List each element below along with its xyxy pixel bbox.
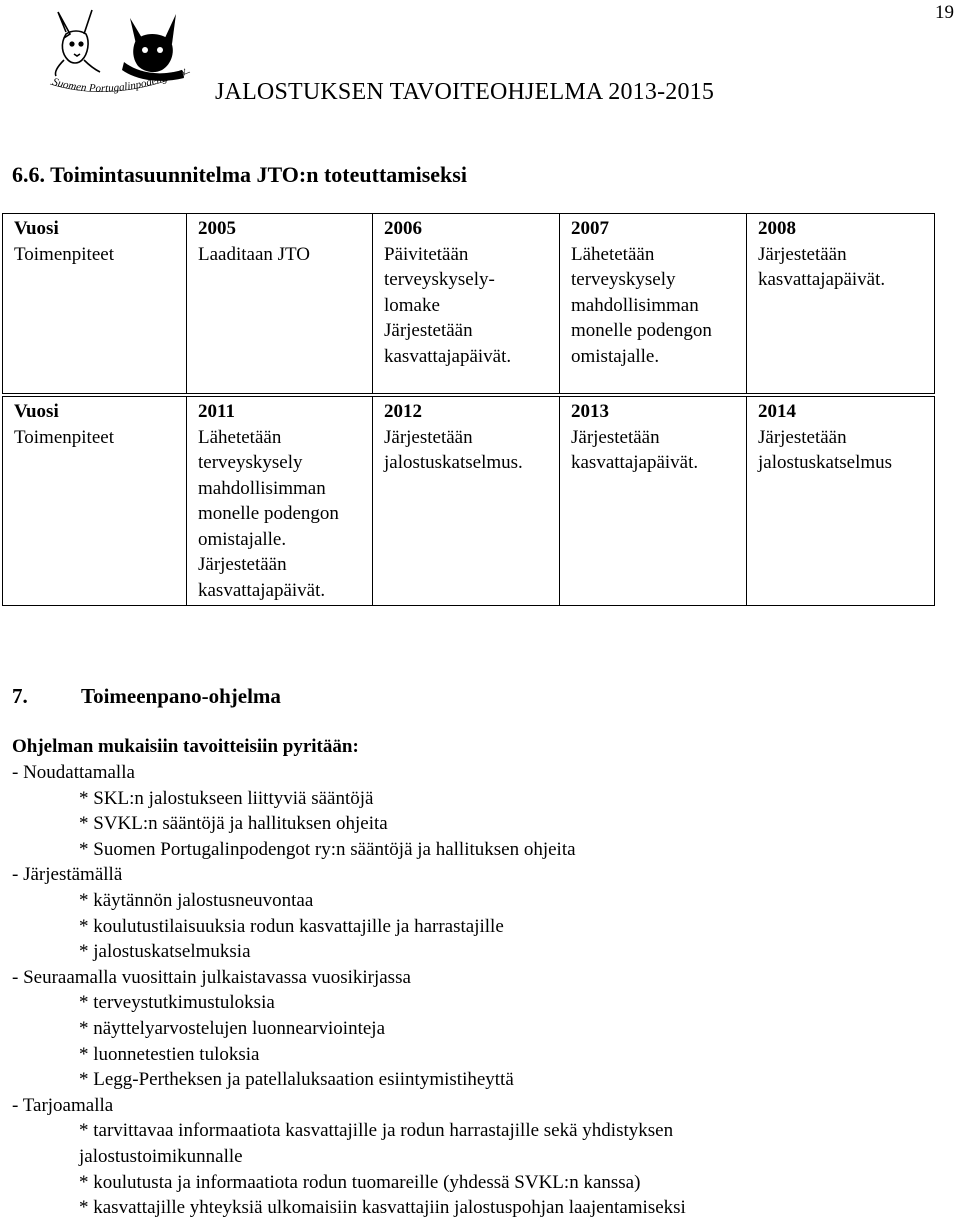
program-number: 7.	[12, 684, 28, 708]
cell-line: monelle podengon	[198, 503, 339, 524]
program-subitem: * käytännön jalostusneuvontaa	[79, 889, 314, 911]
cell-line: jalostuskatselmus	[758, 452, 893, 473]
table-cell	[747, 425, 935, 606]
program-heading	[12, 684, 281, 709]
program-body	[12, 734, 942, 1221]
cell-line: Järjestetään	[571, 426, 660, 448]
cell-line: mahdollisimman	[198, 477, 326, 499]
header-cell: 2013	[560, 397, 747, 425]
program-intro: Ohjelman mukaisiin tavoitteisiin pyritään:	[12, 736, 359, 757]
table-cell	[560, 425, 747, 606]
program-subitem: * näyttelyarvostelujen luonnearviointeja	[79, 1017, 386, 1039]
cell-line: terveyskysely-	[384, 269, 495, 290]
program-item: - Noudattamalla	[12, 762, 135, 783]
page-number: 19	[935, 2, 954, 23]
table-header-row	[3, 397, 935, 425]
row-label: Toimenpiteet	[3, 242, 187, 394]
header-cell: 2006	[373, 214, 560, 242]
program-subitem: * Suomen Portugalinpodengot ry:n sääntöjä ja hallituksen ohjeita	[79, 838, 576, 860]
table-cell	[560, 242, 747, 394]
program-item: - Seuraamalla vuosittain julkaistavassa vuosikirjassa	[12, 966, 411, 988]
document-header-title: JALOSTUKSEN TAVOITEOHJELMA 2013-2015	[215, 79, 715, 105]
cell-line: kasvattajapäivät.	[758, 269, 886, 290]
section-heading: 6.6. Toimintasuunnitelma JTO:n toteuttamiseksi	[12, 162, 467, 187]
table-cell	[187, 242, 373, 394]
program-subitem: * koulutustilaisuuksia rodun kasvattajille ja harrastajille	[79, 915, 504, 937]
cell-line: terveyskysely	[571, 269, 676, 290]
action-plan-table-2005-2008	[2, 213, 935, 394]
program-subitem: * jalostuskatselmuksia	[79, 941, 251, 963]
program-item: - Järjestämällä	[12, 864, 123, 886]
cell-line: mahdollisimman	[571, 294, 699, 316]
cell-line: kasvattajapäivät.	[571, 452, 699, 473]
program-subitem: * SVKL:n sääntöjä ja hallituksen ohjeita	[79, 813, 388, 835]
header-cell: 2011	[187, 397, 373, 425]
program-subitem: * tarvittavaa informaatiota kasvattajille ja rodun harrastajille sekä yhdistyksen	[79, 1120, 674, 1142]
cell-line: terveyskysely	[198, 452, 303, 473]
program-title: Toimeenpano-ohjelma	[81, 684, 281, 708]
svg-text:Suomen Portugalinpodengot ry	[51, 65, 188, 95]
cell-line: Järjestetään	[758, 243, 847, 265]
table-cell	[747, 242, 935, 394]
header-cell: 2014	[747, 397, 935, 425]
table-cell	[373, 242, 560, 394]
row-label: Toimenpiteet	[3, 425, 187, 606]
program-subitem: * Legg-Pertheksen ja patellaluksaation esiintymistiheyttä	[79, 1069, 514, 1091]
table-row	[3, 242, 935, 394]
table-row	[3, 425, 935, 606]
cell-line: Järjestetään	[758, 426, 847, 448]
cell-line: omistajalle.	[571, 345, 660, 367]
header-cell: 2008	[747, 214, 935, 242]
program-list	[12, 760, 942, 1221]
table-cell	[187, 425, 373, 606]
program-item: - Tarjoamalla	[12, 1094, 114, 1116]
club-logo	[44, 4, 196, 104]
program-subitem: * terveystutkimustuloksia	[79, 992, 275, 1014]
logo-text: Suomen Portugalinpodengot ry	[51, 64, 188, 95]
dog-icon	[55, 10, 100, 76]
header-cell: 2005	[187, 214, 373, 242]
table-header-row	[3, 214, 935, 242]
program-subitem: * kasvattajille yhteyksiä ulkomaisiin kasvattajiin jalostuspohjan laajentamiseksi	[79, 1197, 686, 1219]
cell-line: Laaditaan JTO	[198, 243, 311, 265]
program-subitem: jalostustoimikunnalle	[79, 1145, 243, 1167]
cell-line: Järjestetään	[384, 426, 473, 448]
cell-line: Päivitetään	[384, 243, 469, 265]
program-subitem: * koulutusta ja informaatiota rodun tuomareille (yhdessä SVKL:n kanssa)	[79, 1171, 641, 1193]
cell-line: omistajalle.	[198, 528, 287, 550]
cell-line: lomake	[384, 294, 440, 316]
cell-line: Lähetetään	[198, 426, 282, 448]
program-subitem: * SKL:n jalostukseen liittyviä sääntöjä	[79, 787, 374, 809]
cell-line: kasvattajapäivät.	[384, 345, 512, 367]
header-cell: 2007	[560, 214, 747, 242]
cell-line: kasvattajapäivät.	[198, 579, 326, 601]
cell-line: Järjestetään	[198, 554, 287, 575]
header-cell: 2012	[373, 397, 560, 425]
cell-line: monelle podengon	[571, 320, 712, 341]
action-plan-table-2011-2014	[2, 396, 935, 606]
cell-line: jalostuskatselmus.	[384, 452, 523, 473]
header-cell: Vuosi	[3, 397, 187, 425]
program-subitem: * luonnetestien tuloksia	[79, 1043, 260, 1065]
header-cell: Vuosi	[3, 214, 187, 242]
cell-line: Lähetetään	[571, 243, 655, 265]
cell-line: Järjestetään	[384, 320, 473, 341]
table-cell	[373, 425, 560, 606]
